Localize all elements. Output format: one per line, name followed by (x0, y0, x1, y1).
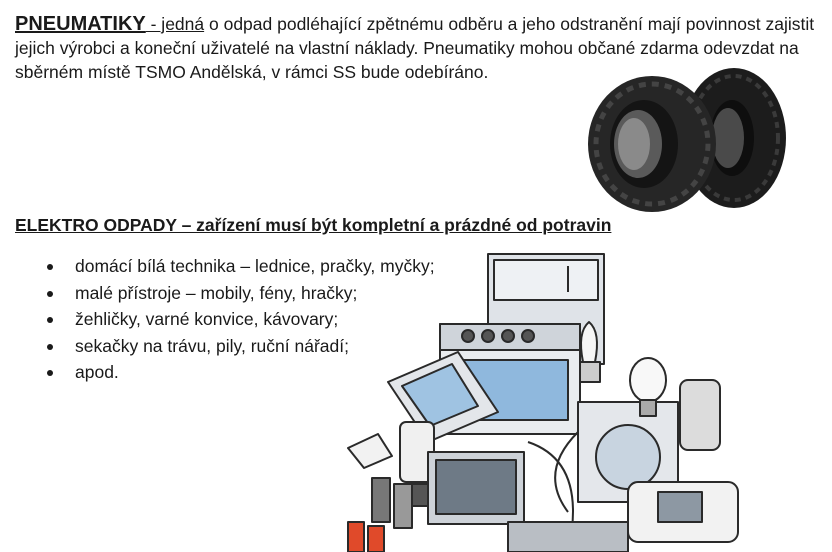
tires-image (584, 64, 790, 216)
appliances-image (328, 252, 776, 552)
mixer-shape (348, 434, 392, 468)
tires-title: PNEUMATIKY (15, 13, 146, 35)
list-item: domácí bílá technika – lednice, pračky, myčky; (47, 253, 435, 280)
battery-shape (372, 478, 390, 522)
list-item: žehličky, varné konvice, kávovary; (47, 306, 435, 333)
cfl-shape (581, 322, 597, 362)
list-item: sekačky na trávu, pily, ruční nářadí; (47, 333, 435, 360)
bulb-shape (630, 358, 666, 402)
tire-front (588, 76, 716, 212)
electro-heading: ELEKTRO ODPADY – zařízení musí být kompletní a prázdné od potravin (15, 215, 612, 235)
tires-text: o odpad podléhající zpětnému odběru a jeho odstranění mají povinnost zajistit jejich výrobci a koneční uživatelé na vlastní náklady. Pneumatiky mohou občané zdarma odevzdat na sběrném místě TSMO Andělská, v rámci SS bude odebíráno. (15, 14, 815, 82)
list-item: malé přístroje – mobily, fény, hračky; (47, 280, 435, 307)
list-item: apod. (47, 359, 435, 386)
drill-shape (680, 380, 720, 450)
tires-subtitle: - jedná (145, 14, 205, 34)
